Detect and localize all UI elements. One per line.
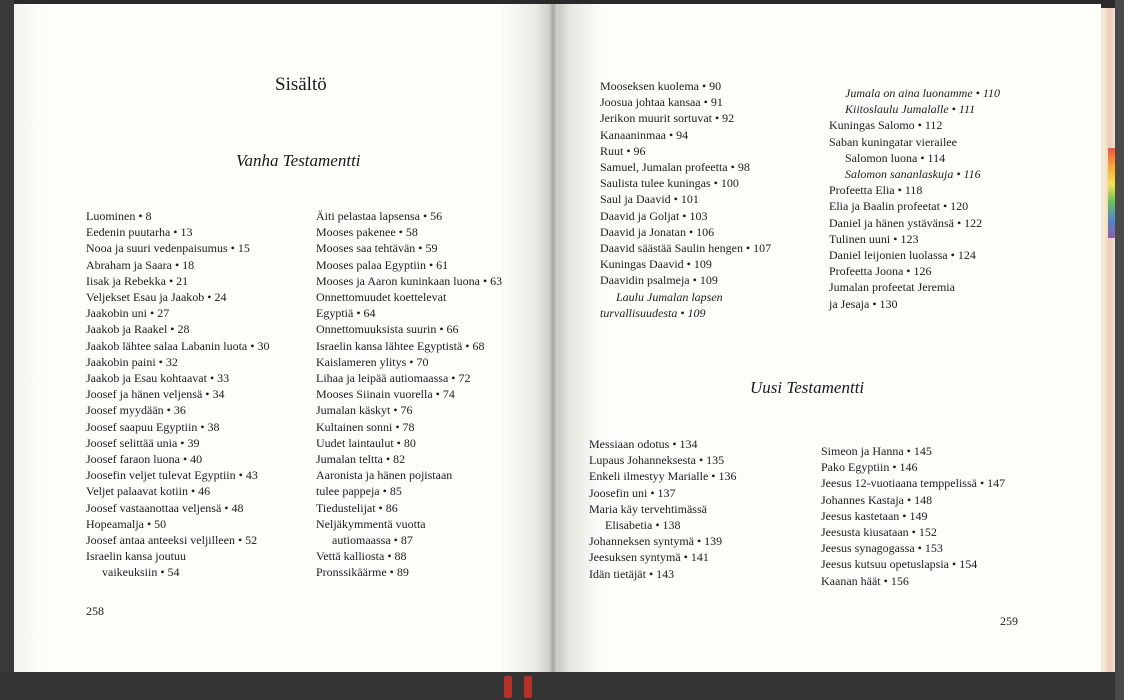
toc-entry: Aaronista ja hänen pojistaan	[316, 468, 453, 483]
toc-entry: Veljet palaavat kotiin • 46	[86, 484, 211, 499]
toc-entry: Joosefin veljet tulevat Egyptiin • 43	[86, 468, 258, 483]
toc-entry: Laulu Jumalan lapsen	[616, 289, 723, 304]
toc-entry: Joosef saapuu Egyptiin • 38	[86, 419, 220, 434]
toc-entry: Egyptiä • 64	[316, 306, 376, 321]
page-gutter	[548, 4, 558, 672]
toc-entry: Mooses saa tehtävän • 59	[316, 241, 438, 256]
toc-entry: Messiaan odotus • 134	[589, 437, 698, 451]
toc-entry: Maria käy tervehtimässä	[589, 501, 707, 516]
toc-entry: Jumalan profeetat Jeremia	[829, 280, 955, 295]
toc-entry: autiomaassa • 87	[332, 533, 413, 548]
toc-entry: Jeesus kastetaan • 149	[821, 508, 928, 523]
toc-entry: Jaakob ja Raakel • 28	[86, 322, 190, 337]
toc-entry: Mooses ja Aaron kuninkaan luona • 63	[316, 273, 503, 288]
toc-column-ot-2	[316, 208, 502, 581]
toc-entry: Samuel, Jumalan profeetta • 98	[600, 160, 750, 175]
old-testament-heading: Vanha Testamentti	[236, 151, 361, 170]
toc-entry: Neljäkymmentä vuotta	[316, 516, 426, 531]
toc-entry: Johannes Kastaja • 148	[821, 492, 933, 507]
toc-entry: Joosef vastaanottaa veljensä • 48	[86, 500, 244, 515]
toc-entry: Hopeamalja • 50	[86, 516, 167, 531]
toc-entry: Abraham ja Saara • 18	[86, 257, 195, 272]
bookmark-ribbon	[524, 676, 532, 698]
toc-entry: Iisak ja Rebekka • 21	[86, 273, 189, 288]
toc-entry: Enkeli ilmestyy Marialle • 136	[589, 469, 737, 484]
toc-entry: Daniel ja hänen ystävänsä • 122	[829, 215, 983, 230]
contents-title: Sisältö	[275, 74, 327, 95]
toc-entry: Jaakobin uni • 27	[86, 306, 170, 321]
toc-entry: Saul ja Daavid • 101	[600, 192, 699, 207]
toc-entry: Daavid säästää Saulin hengen • 107	[600, 241, 772, 256]
toc-entry: Kanaaninmaa • 94	[600, 127, 689, 142]
toc-entry: Daavidin psalmeja • 109	[600, 273, 718, 288]
toc-entry: Tiedustelijat • 86	[316, 500, 398, 515]
toc-entry: Joosefin uni • 137	[589, 485, 676, 500]
toc-entry: Mooses Siinain vuorella • 74	[316, 387, 455, 402]
toc-entry: Joosef ja hänen veljensä • 34	[86, 387, 225, 402]
toc-entry: Mooseksen kuolema • 90	[600, 79, 722, 93]
toc-entry: Äiti pelastaa lapsensa • 56	[316, 209, 443, 223]
toc-entry: Jumalan käskyt • 76	[316, 403, 413, 418]
toc-entry: Jeesus synagogassa • 153	[821, 541, 943, 556]
toc-entry: Daavid ja Goljat • 103	[600, 208, 708, 223]
toc-entry: Eedenin puutarha • 13	[86, 225, 193, 240]
toc-entry: Jeesusta kiusataan • 152	[821, 525, 937, 540]
toc-entry: Joosef selittää unia • 39	[86, 435, 200, 450]
toc-entry: Elisabetia • 138	[605, 518, 681, 533]
toc-entry: Vettä kalliosta • 88	[316, 549, 407, 564]
toc-entry: Jaakob ja Esau kohtaavat • 33	[86, 371, 230, 386]
toc-column-nt-1	[589, 436, 737, 582]
toc-column-ot-4	[829, 85, 1000, 312]
toc-entry: Jumala on aina luonamme • 110	[845, 86, 1000, 100]
toc-entry: Luominen • 8	[86, 209, 152, 223]
toc-entry: Simeon ja Hanna • 145	[821, 444, 932, 458]
toc-entry: Mooses palaa Egyptiin • 61	[316, 257, 449, 272]
new-testament-heading: Uusi Testamentti	[750, 378, 865, 397]
toc-entry: vaikeuksiin • 54	[102, 565, 180, 580]
toc-entry: tulee pappeja • 85	[316, 484, 402, 499]
toc-entry: Pronssikäärme • 89	[316, 565, 409, 580]
toc-entry: Idän tietäjät • 143	[589, 566, 675, 581]
toc-entry: Onnettomuuksista suurin • 66	[316, 322, 459, 337]
toc-entry: Daavid ja Jonatan • 106	[600, 224, 715, 239]
toc-entry: Israelin kansa lähtee Egyptistä • 68	[316, 338, 485, 353]
toc-entry: Profeetta Elia • 118	[829, 183, 923, 198]
toc-entry: Kultainen sonni • 78	[316, 419, 415, 434]
toc-entry: Israelin kansa joutuu	[86, 549, 186, 564]
toc-entry: Johanneksen syntymä • 139	[589, 534, 723, 549]
toc-entry: Jeesus kutsuu opetuslapsia • 154	[821, 557, 978, 572]
bookmark-ribbon	[504, 676, 512, 698]
toc-entry: Tulinen uuni • 123	[829, 231, 919, 246]
toc-entry: Jerikon muurit sortuvat • 92	[600, 111, 735, 126]
toc-entry: Onnettomuudet koettelevat	[316, 290, 447, 305]
toc-column-nt-2	[821, 443, 1005, 589]
book-cover-edge	[0, 0, 14, 700]
toc-entry: Joosef antaa anteeksi veljilleen • 52	[86, 533, 258, 548]
toc-entry: Salomon luona • 114	[845, 150, 946, 165]
toc-entry: Jeesuksen syntymä • 141	[589, 550, 709, 565]
toc-entry: Jaakobin paini • 32	[86, 354, 178, 369]
page-stack-edge	[1101, 8, 1115, 672]
page-number-left: 258	[86, 604, 104, 618]
toc-entry: Elia ja Baalin profeetat • 120	[829, 199, 969, 214]
toc-column-ot-3	[600, 78, 771, 321]
toc-entry: Kuningas Daavid • 109	[600, 257, 712, 272]
book-cover-right	[1115, 0, 1124, 700]
toc-entry: Jeesus 12-vuotiaana temppelissä • 147	[821, 476, 1006, 491]
toc-entry: Veljekset Esau ja Jaakob • 24	[86, 290, 227, 305]
toc-entry: Pako Egyptiin • 146	[821, 460, 918, 475]
toc-entry: turvallisuudesta • 109	[600, 305, 706, 320]
toc-entry: Saulista tulee kuningas • 100	[600, 176, 739, 191]
toc-entry: Profeetta Joona • 126	[829, 264, 932, 279]
page-number-right: 259	[1000, 614, 1018, 628]
toc-entry: Kaanan häät • 156	[821, 573, 909, 588]
toc-entry: Joosef myydään • 36	[86, 403, 186, 418]
toc-column-ot-1	[86, 208, 269, 581]
toc-entry: Salomon sananlaskuja • 116	[845, 167, 981, 182]
toc-entry: Kaislameren ylitys • 70	[316, 354, 429, 369]
toc-entry: Joosef faraon luona • 40	[86, 452, 203, 467]
toc-entry: Nooa ja suuri vedenpaisumus • 15	[86, 241, 250, 256]
toc-entry: ja Jesaja • 130	[829, 296, 898, 311]
toc-entry: Uudet laintaulut • 80	[316, 435, 416, 450]
toc-entry: Lihaa ja leipää autiomaassa • 72	[316, 371, 471, 386]
toc-entry: Jaakob lähtee salaa Labanin luota • 30	[86, 338, 270, 353]
toc-entry: Jumalan teltta • 82	[316, 452, 406, 467]
toc-entry: Lupaus Johanneksesta • 135	[589, 453, 725, 468]
toc-entry: Joosua johtaa kansaa • 91	[600, 95, 723, 110]
toc-entry: Kuningas Salomo • 112	[829, 118, 943, 133]
toc-entry: Daniel leijonien luolassa • 124	[829, 248, 976, 263]
toc-entry: Ruut • 96	[600, 143, 646, 158]
toc-entry: Saban kuningatar vierailee	[829, 134, 957, 149]
toc-entry: Mooses pakenee • 58	[316, 225, 418, 240]
toc-entry: Kiitoslaulu Jumalalle • 111	[845, 102, 976, 117]
book-cover-bottom	[0, 672, 1124, 700]
